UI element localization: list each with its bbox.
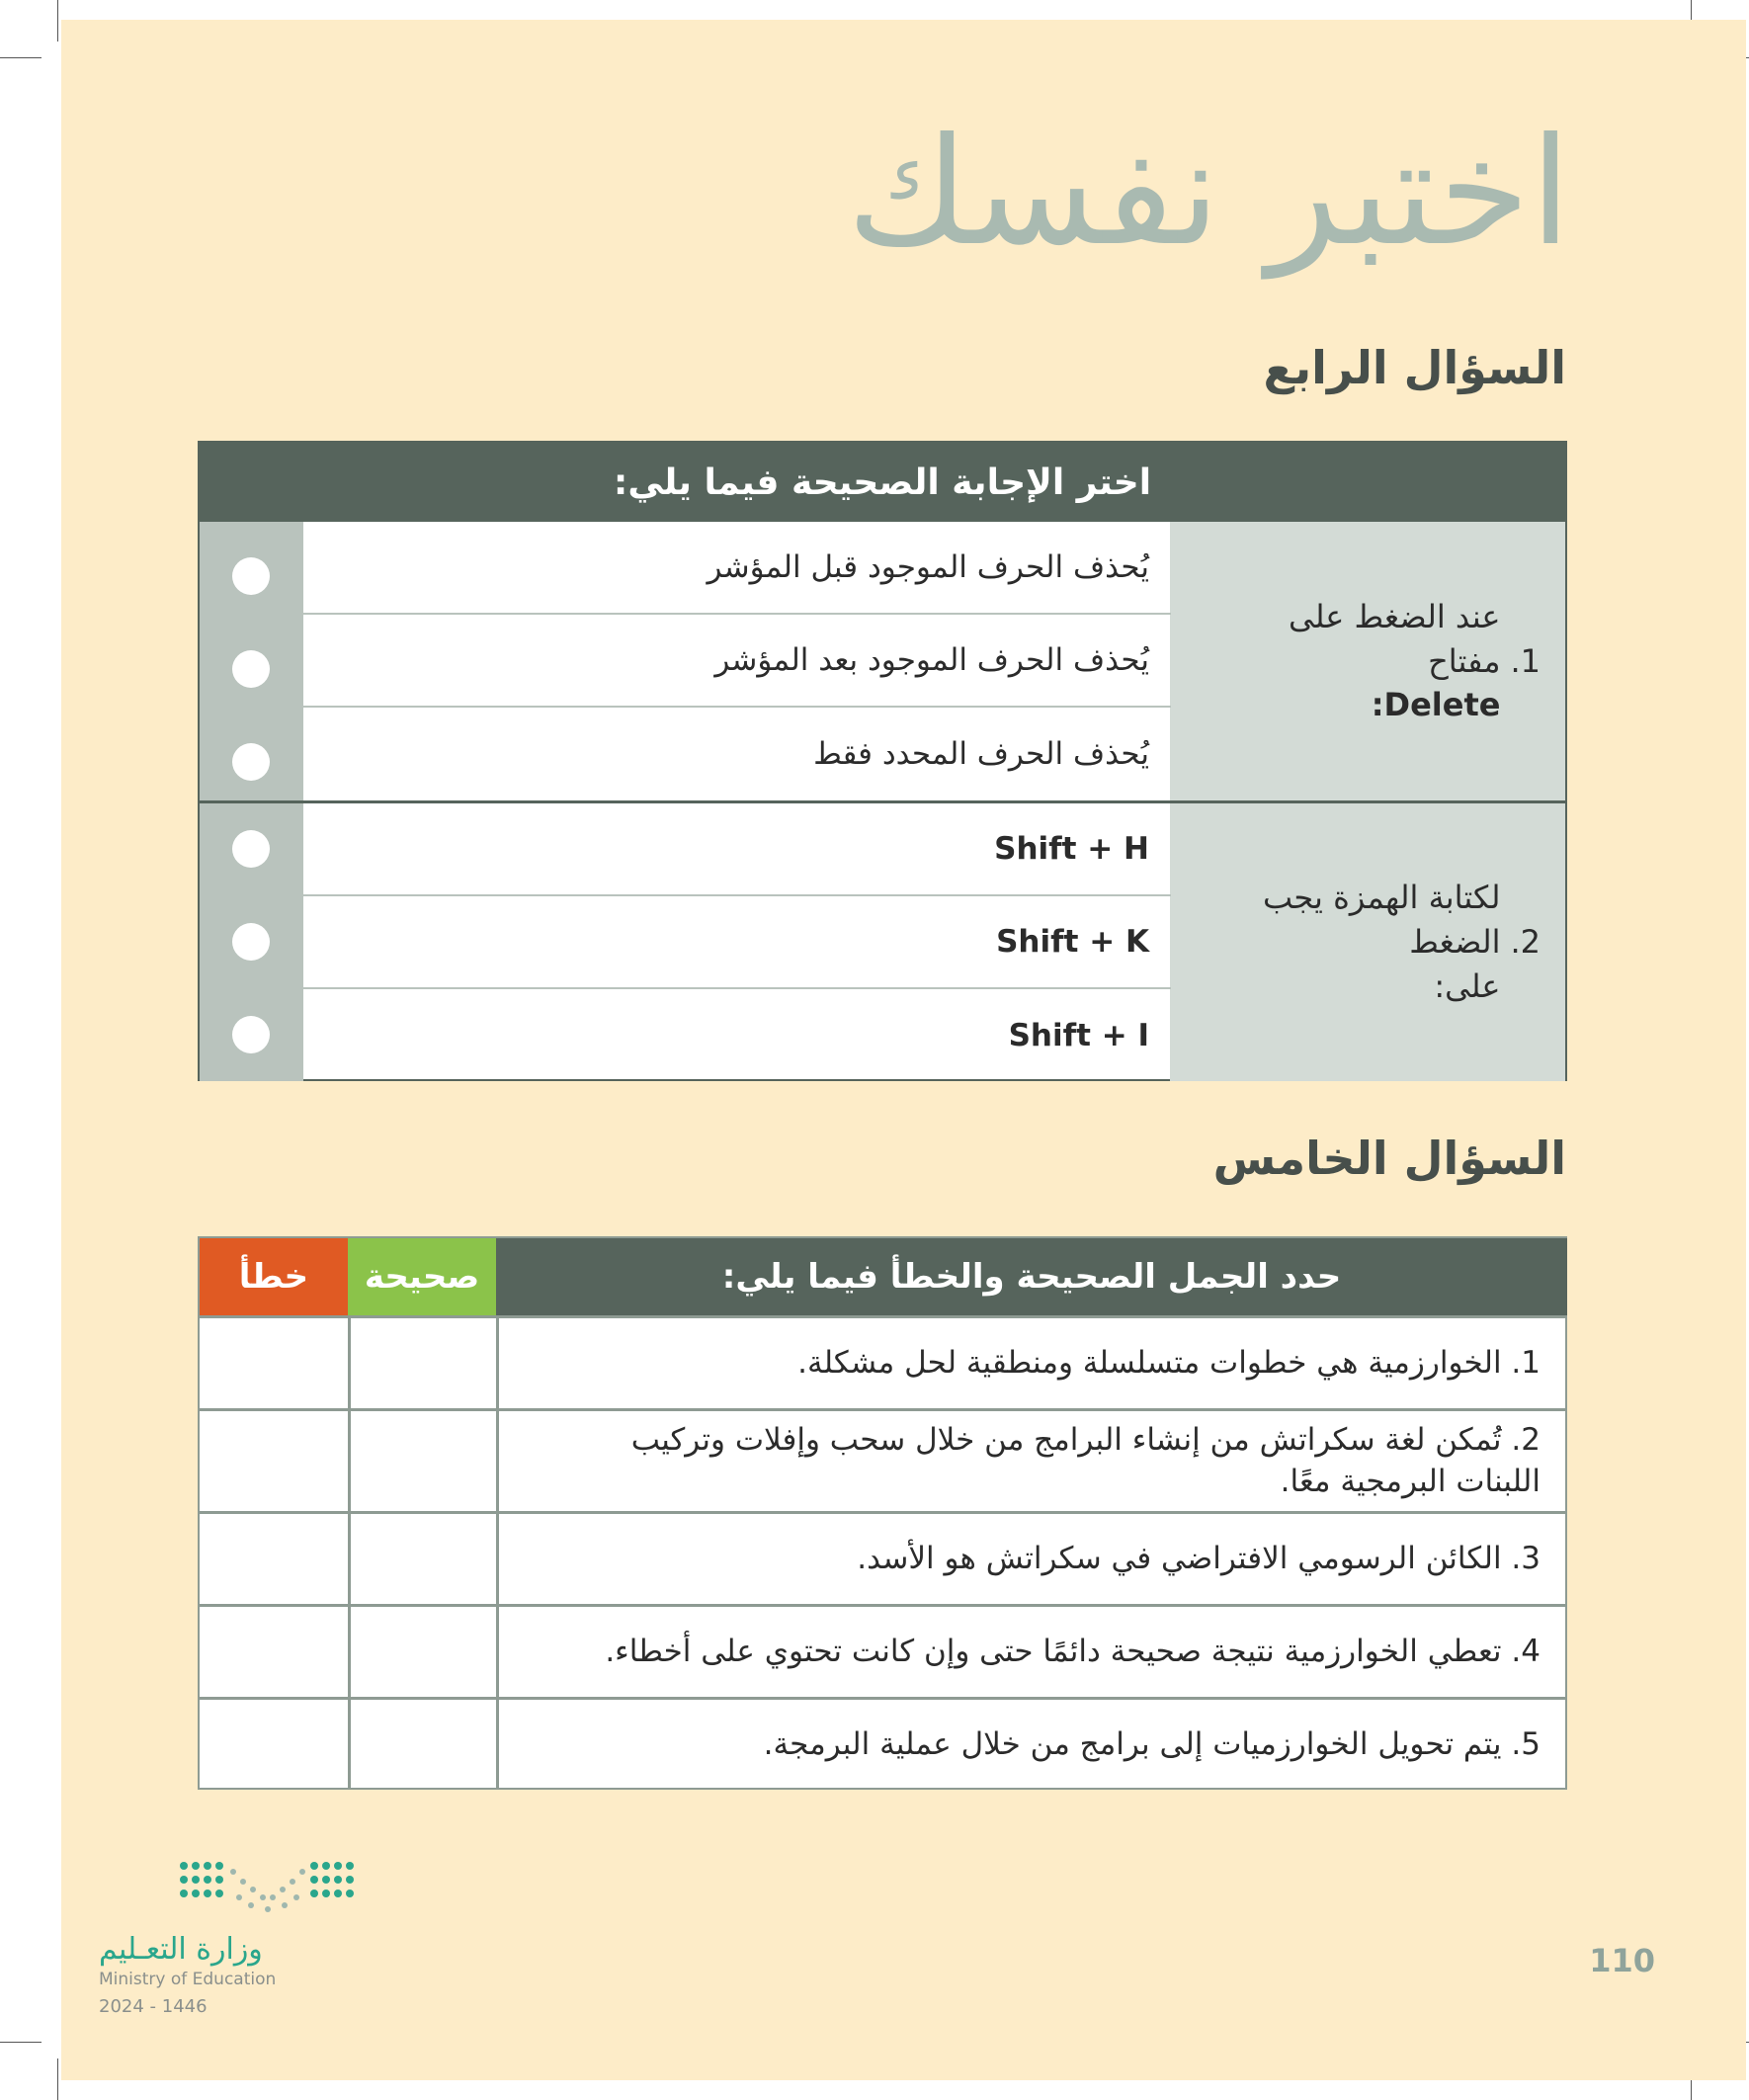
true-false-table xyxy=(198,1236,1567,1790)
ministry-year: 2024 - 1446 xyxy=(99,1996,208,2017)
false-answer-box[interactable] xyxy=(200,1318,348,1408)
option-radio[interactable] xyxy=(232,1016,270,1053)
page-number: 110 xyxy=(1589,1942,1655,1979)
question-text: لكتابة الهمزة يجب الضغط xyxy=(1262,879,1501,962)
true-answer-box[interactable] xyxy=(348,1700,496,1790)
table-row xyxy=(200,1511,1565,1604)
false-column-header: خطأ xyxy=(200,1238,348,1315)
mcq-option: Shift + H xyxy=(303,803,1171,896)
option-radio[interactable] xyxy=(232,557,270,595)
ministry-logo-icon xyxy=(178,1858,356,1917)
false-answer-box[interactable] xyxy=(200,1700,348,1790)
true-column-header: صحيحة xyxy=(348,1238,496,1315)
table-row xyxy=(200,1408,1565,1511)
question4-heading: السؤال الرابع xyxy=(1263,341,1566,394)
option-radio[interactable] xyxy=(232,650,270,688)
table-row xyxy=(200,1697,1565,1790)
mcq-option: يُحذف الحرف الموجود قبل المؤشر xyxy=(303,522,1171,615)
statement-text: 4. تعطي الخوارزمية نتيجة صحيحة دائمًا حتى وإن كانت تحتوي على أخطاء. xyxy=(496,1607,1565,1697)
question-text: عند الضغط على مفتاح xyxy=(1289,597,1501,680)
crop-mark xyxy=(0,2042,42,2043)
table-row xyxy=(200,1315,1565,1408)
mcq-question-2 xyxy=(1170,803,1565,1081)
question5-heading: السؤال الخامس xyxy=(1212,1132,1566,1185)
true-answer-box[interactable] xyxy=(348,1318,496,1408)
crop-mark xyxy=(0,57,42,58)
false-answer-box[interactable] xyxy=(200,1411,348,1511)
ministry-name-english: Ministry of Education xyxy=(99,1970,277,1989)
ministry-name-arabic: وزارة التعـليم xyxy=(99,1932,263,1967)
tf-instruction: حدد الجمل الصحيحة والخطأ فيما يلي: xyxy=(496,1238,1567,1315)
question-number: 1. xyxy=(1510,641,1541,680)
question-number: 2. xyxy=(1510,923,1541,962)
mcq-option: Shift + K xyxy=(303,896,1171,989)
table-row xyxy=(200,1604,1565,1697)
mcq-option: Shift + I xyxy=(1008,1018,1149,1053)
option-radio[interactable] xyxy=(232,923,270,961)
mcq-table xyxy=(198,441,1567,1081)
mcq-instruction: اختر الإجابة الصحيحة فيما يلي: xyxy=(200,443,1565,522)
statement-text: 2. تُمكن لغة سكراتش من إنشاء البرامج من خلال سحب وإفلات وتركيب اللبنات البرمجية معًا. xyxy=(496,1411,1565,1511)
question-key: Delete: xyxy=(1371,686,1501,724)
crop-mark xyxy=(57,0,58,42)
false-answer-box[interactable] xyxy=(200,1607,348,1697)
true-answer-box[interactable] xyxy=(348,1514,496,1604)
mcq-option: يُحذف الحرف الموجود بعد المؤشر xyxy=(303,615,1171,708)
question-text: على: xyxy=(1434,966,1501,1005)
true-answer-box[interactable] xyxy=(348,1607,496,1697)
false-answer-box[interactable] xyxy=(200,1514,348,1604)
statement-text: 3. الكائن الرسومي الافتراضي في سكراتش هو الأسد. xyxy=(496,1514,1565,1604)
mcq-option: يُحذف الحرف المحدد فقط xyxy=(813,736,1149,772)
true-answer-box[interactable] xyxy=(348,1411,496,1511)
statement-text: 1. الخوارزمية هي خطوات متسلسلة ومنطقية لحل مشكلة. xyxy=(496,1318,1565,1408)
mcq-question-1 xyxy=(1170,522,1565,800)
option-radio[interactable] xyxy=(232,743,270,781)
statement-text: 5. يتم تحويل الخوارزميات إلى برامج من خلال عملية البرمجة. xyxy=(496,1700,1565,1790)
option-radio[interactable] xyxy=(232,830,270,868)
page-title: اختبر نفسك xyxy=(846,107,1571,279)
crop-mark xyxy=(57,2058,58,2100)
